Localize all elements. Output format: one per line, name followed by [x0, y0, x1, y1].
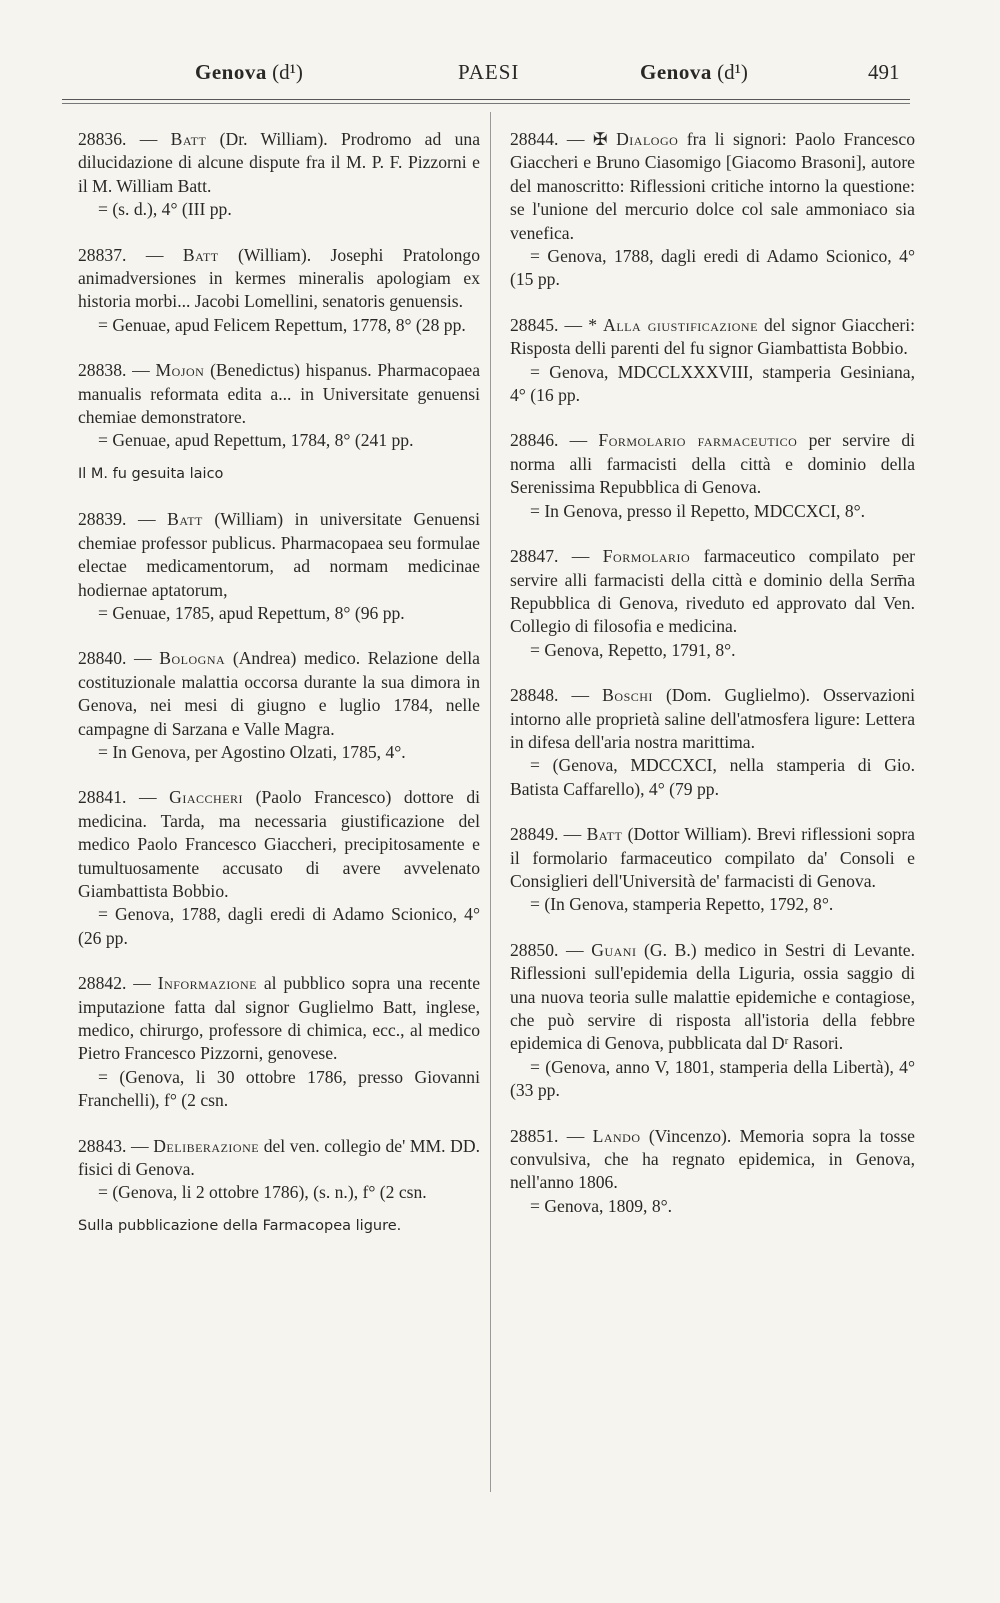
entry-imprint: = Genuae, 1785, apud Repettum, 8° (96 pp. — [98, 602, 405, 623]
entry-text — [510, 128, 915, 245]
entry-number: 28836. — — [78, 129, 158, 149]
entry-number: 28841. — — [78, 787, 157, 808]
entry-number: 28840. — — [78, 648, 152, 669]
entry-imprint: = Genova, 1809, 8°. — [530, 1195, 673, 1216]
entry-number: 28844. — ✠ — [510, 129, 608, 149]
entry-note: Sulla pubblicazione della Farmacopea ligure. — [78, 1217, 402, 1234]
entry-number: 28848. — — [510, 685, 590, 706]
catalog-entry — [78, 359, 480, 453]
entry-text — [78, 786, 480, 903]
catalog-entry — [510, 545, 915, 662]
entry-body: farmaceutico compilato per servire alli farmacisti della città e dominio della Serm̄a Repubblica di Genova, riveduto ed approvato dal Ven. Collegio di filosofia e medicina. — [510, 546, 915, 637]
entry-imprint: = Genova, Repetto, 1791, 8°. — [530, 639, 736, 660]
catalog-entry — [78, 786, 480, 950]
entry-body: per servire di norma alli farmacisti della città e dominio della Serenissima Repubblica di Genova. — [510, 430, 916, 498]
catalog-entry — [78, 647, 480, 764]
entry-imprint: = Genova, 1788, dagli eredi di Adamo Scionico, 4° (26 pp. — [78, 904, 480, 948]
entry-text — [510, 545, 915, 639]
entry-note: Il M. fu gesuita laico — [78, 465, 224, 482]
entry-author: Batt — [586, 824, 623, 845]
entry-imprint: = (Genova, li 30 ottobre 1786, presso Giovanni Franchelli), f° (2 csn. — [78, 1066, 480, 1111]
entry-body: (Vincenzo). Memoria sopra la tosse convulsiva, che ha regnato epidemica, in Genova, nell'anno 1806. — [510, 1125, 915, 1193]
catalog-entry — [510, 1125, 915, 1219]
entry-imprint: = In Genova, presso il Repetto, MDCCXCI, 8°. — [530, 500, 866, 521]
entry-text — [78, 359, 480, 429]
catalog-entry — [510, 128, 915, 292]
entry-number: 28851. — — [510, 1125, 585, 1146]
entry-body: (Dr. William). Prodromo ad una dilucidazione di alcune dispute fra il M. P. F. Pizzorni e il M. William Batt. — [78, 129, 480, 196]
entry-author: Dialogo — [616, 129, 679, 149]
entry-body: (William) in universitate Genuensi chemiae professor publicus. Pharmacopaea seu formulae electae medicamentorum, ad normam medicinae hodiernae aptatorum, — [78, 509, 481, 600]
entry-text — [510, 939, 915, 1056]
entry-author: Lando — [592, 1125, 641, 1146]
entry-number: 28846. — — [510, 430, 588, 451]
entry-text — [78, 244, 480, 314]
entry-author: Bologna — [159, 648, 226, 669]
header-center-title: PAESI — [458, 60, 520, 84]
entry-imprint: = In Genova, per Agostino Olzati, 1785, 4°. — [98, 741, 406, 762]
entry-text — [510, 823, 915, 893]
entry-author: Guani — [591, 939, 637, 960]
entry-imprint: = (In Genova, stamperia Repetto, 1792, 8°. — [530, 894, 834, 915]
entry-author: Batt — [170, 129, 207, 149]
entry-author: Formolario farmaceutico — [598, 430, 798, 451]
catalog-entry — [510, 684, 915, 801]
entry-text — [510, 429, 915, 499]
entry-author: Batt — [182, 244, 219, 265]
entry-number: 28847. — — [510, 546, 590, 567]
header-rule-top — [62, 99, 910, 100]
entry-number: 28837. — — [78, 244, 164, 265]
entry-imprint: = Genova, 1788, dagli eredi di Adamo Scionico, 4° (15 pp. — [510, 246, 915, 290]
entry-number: 28845. — * — [510, 314, 597, 335]
entry-body: (G. B.) medico in Sestri di Levante. Riflessioni sull'epidemia della Liguria, ossia saggio di una nuova teoria sulle malattie epidemiche e contagiose, che può servire di risposta all'istoria della febbre epidemica di Genova, pubblicata dal Dʳ Rasori. — [510, 939, 916, 1054]
entry-body: del signor Giaccheri: Risposta delli parenti del fu signor Giambattista Bobbio. — [510, 314, 916, 359]
entry-text — [78, 1135, 480, 1182]
entry-imprint: = Genuae, apud Repettum, 1784, 8° (241 pp. — [98, 430, 414, 451]
header-rule-bottom — [62, 103, 910, 104]
entry-body: (Dom. Guglielmo). Osservazioni intorno alle proprietà saline dell'atmosfera ligure: Lettera in difesa dell'aria nostra marittima. — [510, 685, 915, 752]
entry-number: 28842. — — [78, 973, 151, 994]
header-right — [640, 60, 748, 85]
entry-author: Alla giustificazione — [603, 314, 758, 335]
entry-body: (William). Josephi Pratolongo animadversiones in kermes mineralis apologiam ex historia morbi... Jacobi Lomellini, senatoris genuensis. — [78, 244, 480, 312]
catalog-entry — [78, 972, 480, 1112]
entry-author: Mojon — [155, 360, 205, 381]
catalog-entry — [78, 244, 480, 338]
entry-body: (Benedictus) hispanus. Pharmacopaea manualis reformata edita a... in Universitate genuensi chemiae demonstratore. — [78, 360, 481, 428]
entry-text — [78, 128, 480, 198]
header-right-section: (d¹) — [717, 60, 748, 84]
entry-body: al pubblico sopra una recente imputazione fatta dal signor Guglielmo Batt, inglese, medico, chirurgo, professore di chimica, ecc., al medico Pietro Francesco Pizzorni, genovese. — [78, 973, 481, 1064]
entry-imprint: = Genuae, apud Felicem Repettum, 1778, 8° (28 pp. — [98, 314, 466, 335]
entry-number: 28850. — — [510, 939, 584, 960]
entry-author: Giaccheri — [169, 787, 244, 808]
catalog-entry — [78, 1135, 480, 1205]
entry-author: Formolario — [602, 546, 691, 567]
entry-body: (Dottor William). Brevi riflessioni sopra il formolario farmaceutico compilato da' Consoli e Consiglieri dell'Università de' farmacisti di Genova. — [510, 824, 915, 891]
catalog-entry — [510, 429, 915, 523]
catalog-entry — [78, 128, 480, 222]
running-header — [60, 52, 910, 92]
entry-text — [78, 972, 480, 1066]
right-column — [510, 128, 915, 1240]
header-left — [195, 60, 303, 85]
entry-text — [510, 314, 915, 361]
entry-number: 28838. — — [78, 360, 150, 381]
catalog-entry — [510, 314, 915, 408]
entry-text — [510, 1125, 915, 1195]
entry-imprint: = (Genova, anno V, 1801, stamperia della Libertà), 4° (33 pp. — [510, 1056, 915, 1101]
entry-body: fra li signori: Paolo Francesco Giaccheri e Bruno Ciasomigo [Giacomo Brasoni], autore del manoscritto: Riflessioni critiche intorno la questione: se l'unione del mercurio dolce col sale ammoniaco sia venefica. — [510, 129, 915, 243]
entry-number: 28839. — — [78, 509, 156, 530]
column-divider — [490, 112, 491, 1492]
catalog-entry — [510, 939, 915, 1103]
entry-number: 28843. — — [78, 1135, 149, 1156]
header-right-city: Genova — [640, 60, 712, 84]
entry-author: Deliberazione — [153, 1135, 260, 1156]
entry-imprint: = (Genova, li 2 ottobre 1786), (s. n.), f° (2 csn. — [98, 1182, 427, 1203]
header-left-section: (d¹) — [272, 60, 303, 84]
entry-body: del ven. collegio de' MM. DD. fisici di Genova. — [78, 1135, 480, 1180]
entry-imprint: = (s. d.), 4° (III pp. — [98, 199, 232, 220]
entry-text — [78, 647, 480, 741]
catalog-entry — [510, 823, 915, 917]
catalog-entry — [78, 508, 480, 625]
page-number: 491 — [868, 60, 900, 84]
entry-body: (Paolo Francesco) dottore di medicina. Tarda, ma necessaria giustificazione del medico Paolo Francesco Giaccheri, precipitosamente e tumultuosamente accusato di avere avvelenato Giambattista Bobbio. — [78, 787, 480, 901]
entry-text — [510, 684, 915, 754]
entry-author: Batt — [167, 509, 203, 530]
entry-author: Boschi — [602, 685, 653, 706]
entry-imprint: = Genova, MDCCLXXXVIII, stamperia Gesiniana, 4° (16 pp. — [510, 361, 915, 406]
entry-author: Informazione — [157, 973, 257, 994]
header-left-city: Genova — [195, 60, 267, 84]
entry-text — [78, 508, 480, 602]
entry-body: (Andrea) medico. Relazione della costituzionale malattia occorsa durante la sua dimora in Genova, nei mesi di giugno e luglio 1784, nelle campagne di Sarzana e Valle Magra. — [78, 648, 480, 739]
left-column — [78, 128, 480, 1260]
entry-imprint: = (Genova, MDCCXCI, nella stamperia di Gio. Batista Caffarello), 4° (79 pp. — [510, 755, 915, 799]
entry-number: 28849. — — [510, 824, 582, 845]
